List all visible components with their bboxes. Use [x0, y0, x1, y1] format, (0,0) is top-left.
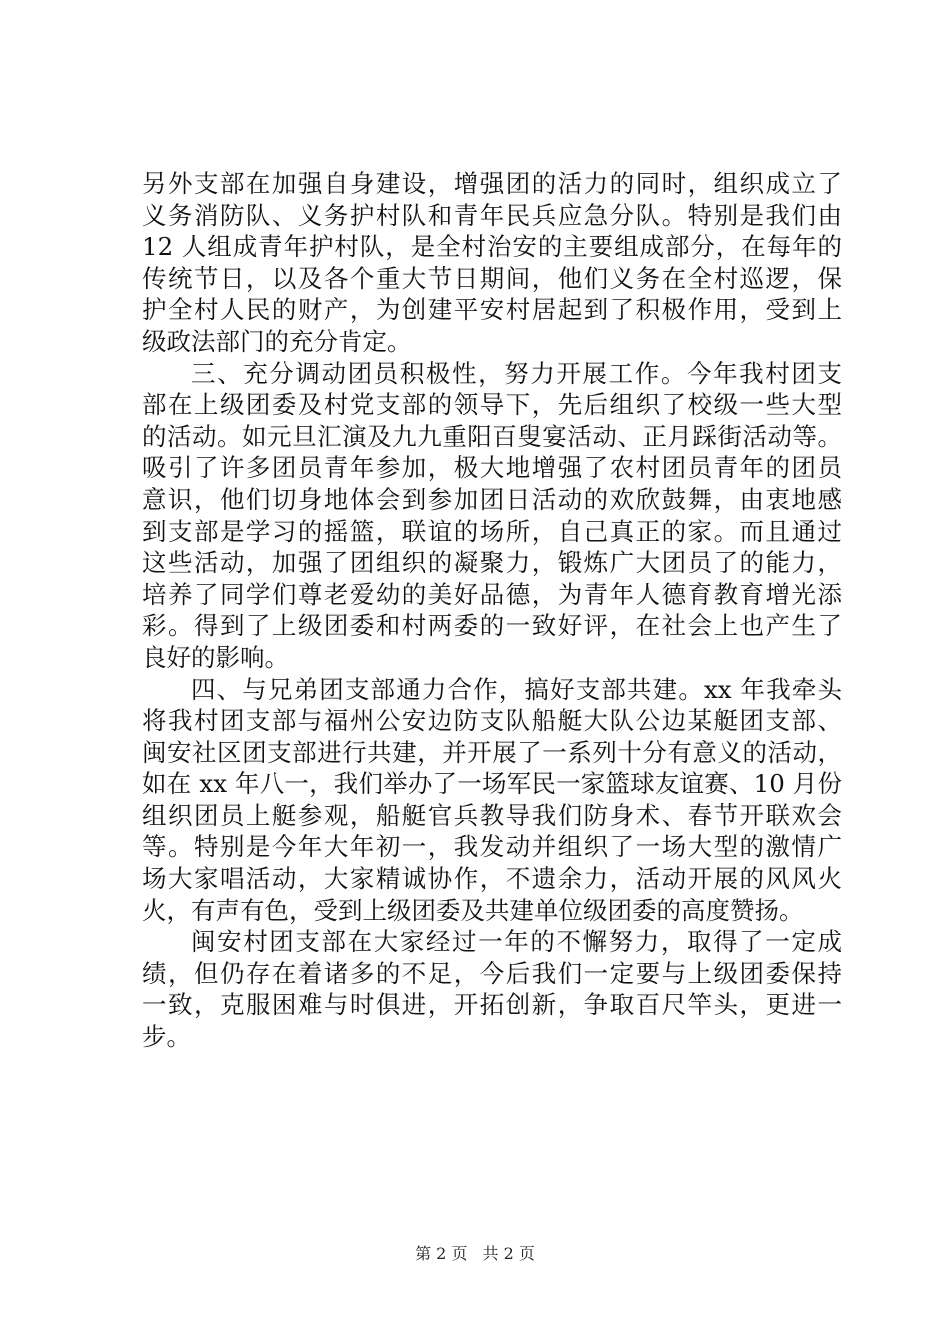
- document-body: [142, 168, 842, 1053]
- text-line: 闽安社区团支部进行共建，并开展了一系列十分有意义的活动，: [142, 737, 842, 767]
- text-line: 彩。得到了上级团委和村两委的一致好评，在社会上也产生了: [142, 611, 842, 641]
- text-line: 培养了同学们尊老爱幼的美好品德，为青年人德育教育增光添: [142, 579, 842, 609]
- text-line: 四、与兄弟团支部通力合作，搞好支部共建。xx 年我牵头: [191, 674, 842, 704]
- text-line: 闽安村团支部在大家经过一年的不懈努力，取得了一定成: [191, 927, 842, 957]
- text-line: 良好的影响。: [142, 642, 289, 672]
- text-line: 火，有声有色，受到上级团委及共建单位级团委的高度赞扬。: [142, 895, 804, 925]
- text-line: 这些活动，加强了团组织的凝聚力，锻炼广大团员了的能力，: [142, 548, 842, 578]
- text-line: 如在 xx 年八一，我们举办了一场军民一家篮球友谊赛、10 月份: [142, 769, 842, 799]
- text-line: 部在上级团委及村党支部的领导下，先后组织了校级一些大型: [142, 390, 842, 420]
- text-line: 将我村团支部与福州公安边防支队船艇大队公边某艇团支部、: [142, 706, 842, 736]
- text-line: 绩，但仍存在着诸多的不足，今后我们一定要与上级团委保持: [142, 958, 842, 988]
- text-line: 场大家唱活动，大家精诚协作，不遗余力，活动开展的风风火: [142, 864, 842, 894]
- text-line: 等。特别是今年大年初一，我发动并组织了一场大型的激情广: [142, 832, 842, 862]
- text-line: 步。: [142, 1022, 191, 1052]
- text-line: 三、充分调动团员积极性，努力开展工作。今年我村团支: [191, 358, 842, 388]
- text-line: 意识，他们切身地体会到参加团日活动的欢欣鼓舞，由衷地感: [142, 484, 842, 514]
- text-line: 护全村人民的财产，为创建平安村居起到了积极作用，受到上: [142, 295, 842, 325]
- text-line: 到支部是学习的摇篮，联谊的场所，自己真正的家。而且通过: [142, 516, 842, 546]
- text-line: 组织团员上艇参观，船艇官兵教导我们防身术、春节开联欢会: [142, 800, 842, 830]
- page-footer: [0, 1244, 950, 1264]
- text-line: 的活动。如元旦汇演及九九重阳百叟宴活动、正月踩街活动等。: [142, 421, 842, 451]
- page-total: 共 2 页: [482, 1244, 535, 1263]
- text-line: 12 人组成青年护村队，是全村治安的主要组成部分，在每年的: [142, 232, 842, 262]
- text-line: 传统节日，以及各个重大节日期间，他们义务在全村巡逻，保: [142, 263, 842, 293]
- text-line: 另外支部在加强自身建设，增强团的活力的同时，组织成立了: [142, 169, 842, 198]
- text-line: 义务消防队、义务护村队和青年民兵应急分队。特别是我们由: [142, 200, 842, 230]
- text-line: 级政法部门的充分肯定。: [142, 326, 412, 356]
- page-number: 第 2 页: [415, 1244, 468, 1263]
- text-line: 吸引了许多团员青年参加，极大地增强了农村团员青年的团员: [142, 453, 842, 483]
- text-line: 一致，克服困难与时俱进，开拓创新，争取百尺竿头，更进一: [142, 990, 842, 1020]
